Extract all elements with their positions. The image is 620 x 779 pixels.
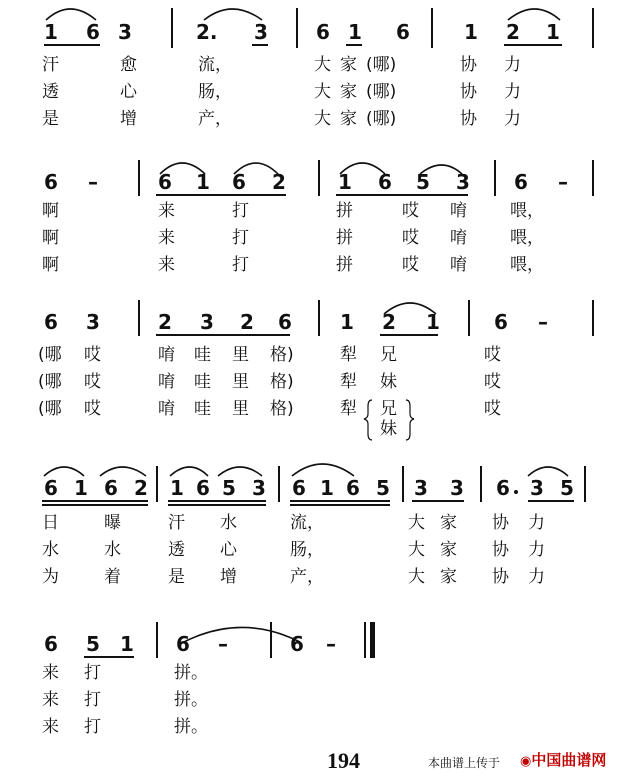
lyric: 曝 [104,513,121,533]
lyric: 打 [232,228,249,248]
final-barline [370,622,375,658]
lyric: 里 [232,399,249,419]
lyric: 产， [290,567,324,587]
note: 5 [416,170,430,194]
lyric: 协 [460,109,477,129]
note: 1 [120,632,134,656]
note: 6 [44,632,58,656]
note: 6 [496,476,510,500]
lyric: 水 [42,540,59,560]
note: 2 [272,170,286,194]
note: 6 [232,170,246,194]
note: 1 [320,476,334,500]
logo-text: 中国曲谱网 [531,751,607,769]
note: 6 [290,632,304,656]
barline [494,160,496,196]
note: 1 [196,170,210,194]
lyric: 妹 [380,372,397,392]
lyric: 喂， [510,255,544,275]
barline [364,622,366,658]
note: 1 [338,170,352,194]
lyric: 协 [460,55,477,75]
lyric: 来 [42,690,59,710]
note: 6 [196,476,210,500]
lyric: 哎 [402,255,419,275]
lyric: 唷 [450,228,467,248]
lyric: 协 [492,513,509,533]
lyric: 来 [158,201,175,221]
lyric: 透 [42,82,59,102]
barline [278,466,280,502]
underline [84,656,134,658]
underline [168,500,266,502]
lyric: 家 [440,567,457,587]
lyric: 心 [120,82,137,102]
lyric: 哎 [84,345,101,365]
underline [290,500,390,502]
lyric: 拼。 [174,690,208,710]
note: 1 [74,476,88,500]
barline [584,466,586,502]
lyric: 啊 [42,228,59,248]
lyric: 拼。 [174,717,208,737]
note: 1 [464,20,478,44]
lyric: 唷 [450,255,467,275]
lyric: 格) [270,345,294,365]
lyric: 哇 [194,399,211,419]
lyric: 汗 [42,55,59,75]
underline [528,500,574,502]
lyric: 哎 [484,372,501,392]
lyric: 协 [492,540,509,560]
underline [168,504,266,506]
barline [156,622,158,658]
barline [318,160,320,196]
barline [171,8,173,48]
lyric: 是 [168,567,185,587]
lyric: 打 [84,717,101,737]
barline [318,300,320,336]
lyric: (哪) [366,55,397,75]
lyric: 日 [42,513,59,533]
lyric: 汗 [168,513,185,533]
lyric: 力 [528,567,545,587]
lyric: 哎 [84,399,101,419]
lyric: 家 [340,55,357,75]
note: 3 [252,476,266,500]
lyric: 啊 [42,255,59,275]
note: 2 [240,310,254,334]
lyric: 水 [220,513,237,533]
lyric: 兄 [380,345,397,365]
lyric: 大 [314,82,331,102]
lyric: 大 [408,513,425,533]
lyric: 力 [528,540,545,560]
lyric: 拼 [336,201,353,221]
note: 3 [530,476,544,500]
barline [270,622,272,658]
barline [156,466,158,502]
lyric: 大 [314,109,331,129]
lyric: 流， [198,55,232,75]
lyric: 拼。 [174,663,208,683]
note: 6 [158,170,172,194]
underline [346,44,362,46]
lyric: 格) [270,372,294,392]
upload-note: 本曲谱上传于 [428,756,501,770]
lyric: 啊 [42,201,59,221]
lyric: 家 [440,513,457,533]
note: 6 [44,170,58,194]
note: 3 [118,20,132,44]
note: – [218,632,228,656]
lyric: 唷 [158,345,175,365]
lyric: 兄 [380,399,397,419]
lyric: 哎 [484,345,501,365]
note: 3 [254,20,268,44]
note: 6 [86,20,100,44]
lyric: (哪 [38,345,62,365]
lyric: 着 [104,567,121,587]
note: 6 [44,310,58,334]
lyric: 心 [220,540,237,560]
lyric: 流， [290,513,324,533]
lyric: 拼 [336,255,353,275]
note: 3 [450,476,464,500]
lyric: 犁 [340,345,357,365]
barline [592,300,594,336]
lyric: 打 [84,690,101,710]
note: 1 [426,310,440,334]
lyric: 家 [340,109,357,129]
note: 2 [134,476,148,500]
lyric: 喂， [510,228,544,248]
lyric: 来 [158,228,175,248]
note: 1 [340,310,354,334]
lyric: 肠， [198,82,232,102]
note: 6 [292,476,306,500]
underline [412,500,464,502]
note: 1 [44,20,58,44]
lyric: 哇 [194,345,211,365]
lyric: (哪 [38,399,62,419]
note: 6 [514,170,528,194]
lyric: 打 [84,663,101,683]
note: 3 [86,310,100,334]
barline [468,300,470,336]
lyric: 协 [460,82,477,102]
lyric: (哪 [38,372,62,392]
underline [156,334,290,336]
lyric: 力 [528,513,545,533]
underline [42,504,148,506]
lyric: 大 [314,55,331,75]
lyric: 增 [220,567,237,587]
note: – [326,632,336,656]
lyric: 来 [42,717,59,737]
note: 6 [104,476,118,500]
lyric: 透 [168,540,185,560]
note: 1 [170,476,184,500]
lyric: 大 [408,567,425,587]
note: – [558,170,568,194]
note: 6 [346,476,360,500]
lyric: 打 [232,255,249,275]
lyric: 妹 [380,419,397,439]
note: 3 [200,310,214,334]
lyric: (哪) [366,82,397,102]
lyric: 来 [158,255,175,275]
lyric: 哎 [402,228,419,248]
barline [480,466,482,502]
note: 2 [158,310,172,334]
note: 6 [44,476,58,500]
lyric: 是 [42,109,59,129]
note: 3 [414,476,428,500]
page-number: 194 [327,748,360,773]
barline [296,8,298,48]
lyric: 家 [340,82,357,102]
lyric: 来 [42,663,59,683]
lyric: 肠， [290,540,324,560]
barline [592,160,594,196]
lyric: 唷 [450,201,467,221]
note: 1 [348,20,362,44]
barline [138,160,140,196]
note: – [88,170,98,194]
logo-icon: ◉ [520,754,532,769]
lyric: 产， [198,109,232,129]
lyric: 哎 [84,372,101,392]
underline [336,194,468,196]
note: 2. [196,20,218,44]
lyric: 唷 [158,399,175,419]
lyric: 唷 [158,372,175,392]
note: 6 [278,310,292,334]
lyric: 力 [504,82,521,102]
underline [42,500,148,502]
note: 6 [494,310,508,334]
lyric: 里 [232,345,249,365]
barline [402,466,404,502]
lyric: 为 [42,567,59,587]
lyric: 打 [232,201,249,221]
underline [290,504,390,506]
lyric: 水 [104,540,121,560]
note: 1 [546,20,560,44]
lyric: 里 [232,372,249,392]
dot [514,490,518,494]
note: 5 [560,476,574,500]
lyric: 格) [270,399,294,419]
note: 2 [382,310,396,334]
lyric: 哎 [484,399,501,419]
lyric: (哪) [366,109,397,129]
lyric: 力 [504,55,521,75]
underline [380,334,438,336]
note: – [538,310,548,334]
lyric: 协 [492,567,509,587]
lyric: 犁 [340,399,357,419]
lyric: 哇 [194,372,211,392]
note: 5 [222,476,236,500]
note: 6 [316,20,330,44]
lyric: 增 [120,109,137,129]
lyric: 家 [440,540,457,560]
underline [44,44,100,46]
underline [504,44,562,46]
note: 2 [506,20,520,44]
barline [431,8,433,48]
note: 3 [456,170,470,194]
underline [156,194,286,196]
note: 5 [86,632,100,656]
lyric: 哎 [402,201,419,221]
lyric: 愈 [120,55,137,75]
note: 6 [176,632,190,656]
lyric: 拼 [336,228,353,248]
lyric: 喂， [510,201,544,221]
lyric: 犁 [340,372,357,392]
barline [138,300,140,336]
site-logo-link[interactable] [520,749,606,770]
note: 5 [376,476,390,500]
barline [592,8,594,48]
note: 6 [396,20,410,44]
note: 6 [378,170,392,194]
underline [252,44,268,46]
lyric: 大 [408,540,425,560]
lyric: 力 [504,109,521,129]
